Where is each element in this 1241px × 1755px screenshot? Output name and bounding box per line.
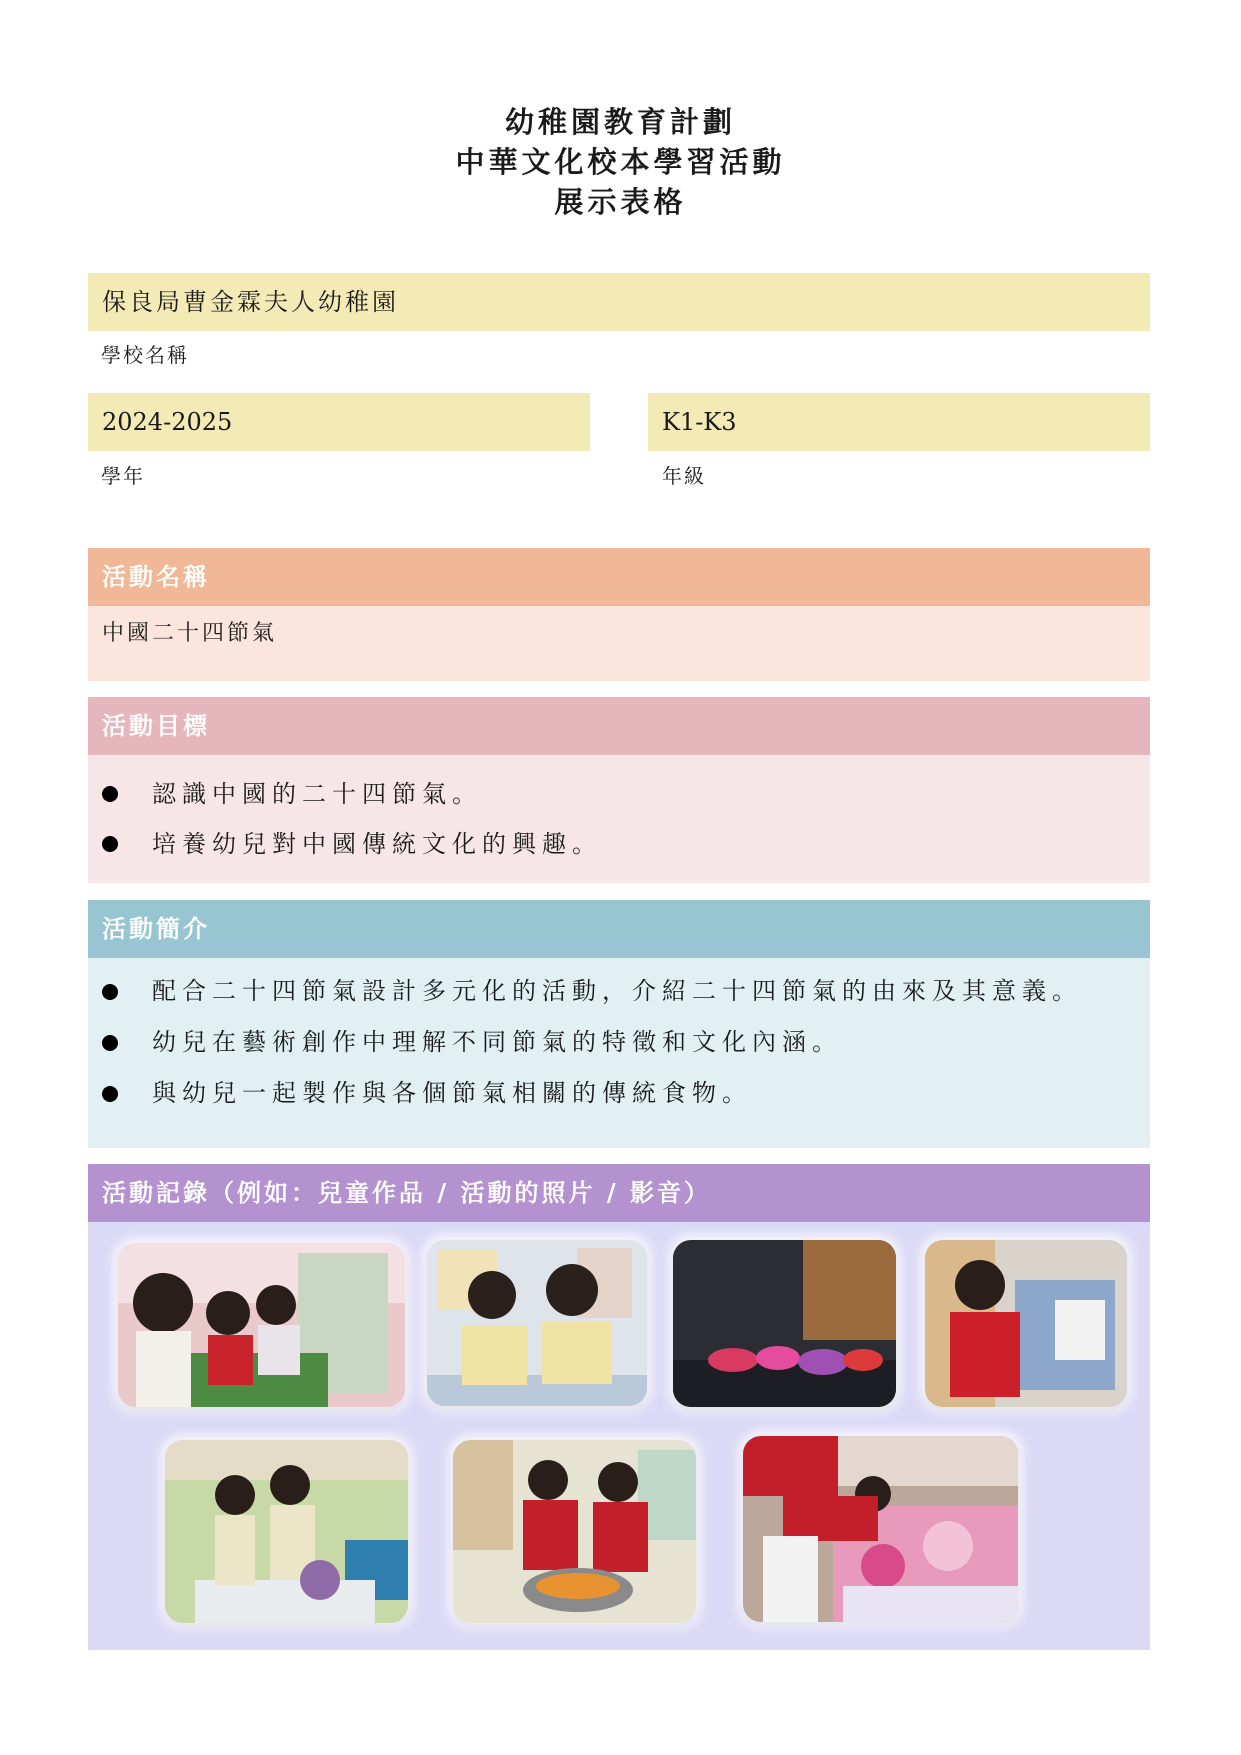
photo-child-painting <box>925 1240 1127 1407</box>
photo-boys-food-making <box>453 1440 696 1623</box>
objective-item: 培養幼兒對中國傳統文化的興趣。 <box>102 819 1136 869</box>
school-name-field: 保良局曹金霖夫人幼稚園 <box>88 273 1150 331</box>
activity-name-heading: 活動名稱 <box>88 548 1150 606</box>
grade-label: 年級 <box>662 464 706 488</box>
objective-item: 認識中國的二十四節氣。 <box>102 769 1136 819</box>
objectives-heading: 活動目標 <box>88 697 1150 755</box>
objectives-panel <box>88 755 1150 883</box>
activity-name-value: 中國二十四節氣 <box>102 621 278 646</box>
bullet-icon <box>102 984 118 1000</box>
intro-item: 配合二十四節氣設計多元化的活動，介紹二十四節氣的由來及其意義。 <box>102 966 1136 1017</box>
bullet-icon <box>102 1035 118 1051</box>
page-title <box>0 102 1241 222</box>
school-year-label: 學年 <box>101 464 145 488</box>
photo-stage-performance <box>673 1240 896 1407</box>
photo-girls-flower-art <box>165 1440 408 1623</box>
activity-name-panel <box>88 606 1150 681</box>
intro-item: 幼兒在藝術創作中理解不同節氣的特徵和文化內涵。 <box>102 1017 1136 1068</box>
title-line-3: 展示表格 <box>554 185 687 219</box>
photo-boys-washing-hands <box>427 1240 647 1406</box>
photo-children-planting <box>118 1243 405 1407</box>
intro-heading: 活動簡介 <box>88 900 1150 958</box>
title-line-2: 中華文化校本學習活動 <box>455 145 786 179</box>
photo-smelling-flowers <box>743 1436 1018 1622</box>
intro-item: 與幼兒一起製作與各個節氣相關的傳統食物。 <box>102 1068 1136 1119</box>
intro-panel <box>88 958 1150 1148</box>
bullet-icon <box>102 1086 118 1102</box>
bullet-icon <box>102 786 118 802</box>
bullet-icon <box>102 836 118 852</box>
records-heading: 活動記錄（例如：兒童作品 / 活動的照片 / 影音） <box>88 1164 1150 1222</box>
school-name-label: 學校名稱 <box>101 343 189 367</box>
grade-field: K1-K3 <box>648 393 1150 451</box>
school-year-field: 2024-2025 <box>88 393 590 451</box>
title-line-1: 幼稚園教育計劃 <box>504 105 736 139</box>
